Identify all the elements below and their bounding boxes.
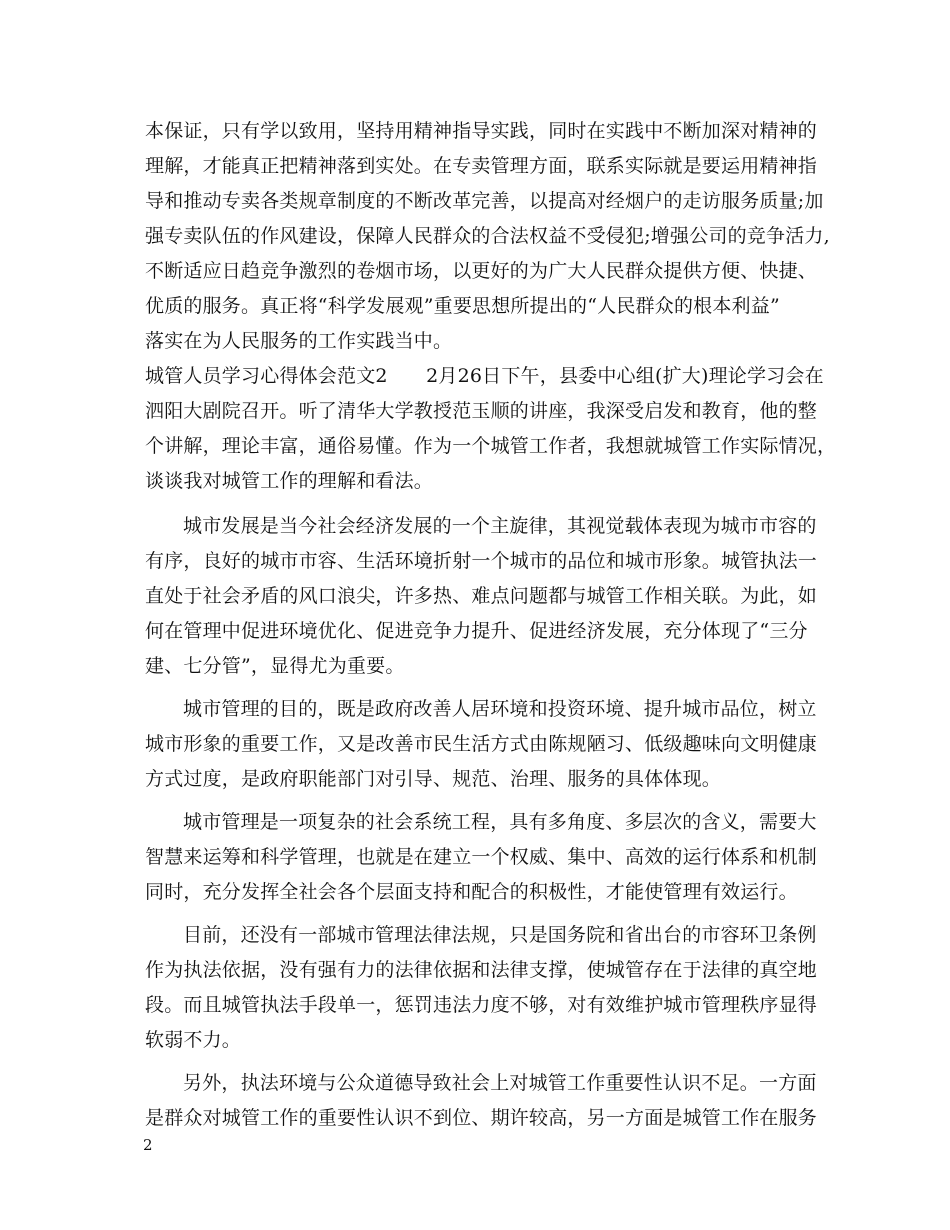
text-line: 段。而且城管执法手段单一，惩罚违法力度不够，对有效维护城市管理秩序显得: [145, 994, 818, 1016]
text-line: 智慧来运筹和科学管理，也就是在建立一个权威、集中、高效的运行体系和机制: [145, 846, 818, 868]
text-line: 优质的服务。真正将“科学发展观”重要思想所提出的“人民群众的根本利益”: [145, 295, 780, 317]
text-line: 不断适应日趋竞争激烈的卷烟市场，以更好的为广大人民群众提供方便、快捷、: [145, 260, 818, 282]
text-line: 直处于社会矛盾的风口浪尖，许多热、难点问题都与城管工作相关联。为此，如: [145, 585, 818, 607]
text-line: 强专卖队伍的作风建设，保障人民群众的合法权益不受侵犯;增强公司的竞争活力,: [145, 225, 830, 247]
text-line: 作为执法依据，没有强有力的法律依据和法律支撑，使城管存在于法律的真空地: [145, 959, 818, 981]
text-line: 理解，才能真正把精神落到实处。在专卖管理方面，联系实际就是要运用精神指: [145, 155, 818, 177]
text-line: 谈谈我对城管工作的理解和看法。: [145, 470, 434, 492]
text-line: 本保证，只有学以致用，坚持用精神指导实践，同时在实践中不断加深对精神的: [145, 120, 818, 142]
text-line: 何在管理中促进环境优化、促进竞争力提升、促进经济发展，充分体现了“三分: [145, 620, 808, 642]
text-line: 软弱不力。: [145, 1029, 242, 1051]
paragraph-first-line: 目前，还没有一部城市管理法律法规，只是国务院和省出台的市容环卫条例: [183, 924, 817, 946]
text-line: 导和推动专卖各类规章制度的不断改革完善，以提高对经烟户的走访服务质量;加: [145, 190, 824, 212]
text-line: 同时，充分发挥全社会各个层面支持和配合的积极性，才能使管理有效运行。: [145, 881, 798, 903]
text-line: 方式过度，是政府职能部门对引导、规范、治理、服务的具体体现。: [145, 768, 722, 790]
text-line: 有序，良好的城市市容、生活环境折射一个城市的品位和城市形象。城管执法一: [145, 550, 818, 572]
paragraph-first-line: 城市发展是当今社会经济发展的一个主旋律，其视觉载体表现为城市市容的: [183, 515, 817, 537]
page-number: 2: [143, 1136, 153, 1154]
text-line: 是群众对城管工作的重要性认识不到位、期许较高，另一方面是城管工作在服务: [145, 1107, 818, 1129]
paragraph-first-line: 城市管理的目的，既是政府改善人居环境和投资环境、提升城市品位，树立: [183, 698, 817, 720]
paragraph-first-line: 城市管理是一项复杂的社会系统工程，具有多角度、多层次的含义，需要大: [183, 811, 817, 833]
text-line: 个讲解，理论丰富，通俗易懂。作为一个城管工作者，我想就城管工作实际情况，: [145, 435, 837, 457]
section-title-line: 城管人员学习心得体会范文2 2月26日下午，县委中心组(扩大)理论学习会在: [145, 365, 824, 387]
text-line: 落实在为人民服务的工作实践当中。: [145, 330, 453, 352]
text-line: 城市形象的重要工作，又是改善市民生活方式由陈规陋习、低级趣味向文明健康: [145, 733, 818, 755]
paragraph-first-line: 另外，执法环境与公众道德导致社会上对城管工作重要性认识不足。一方面: [183, 1072, 817, 1094]
text-line: 建、七分管”，显得尤为重要。: [145, 655, 405, 677]
text-line: 泗阳大剧院召开。听了清华大学教授范玉顺的讲座，我深受启发和教育，他的整: [145, 400, 818, 422]
